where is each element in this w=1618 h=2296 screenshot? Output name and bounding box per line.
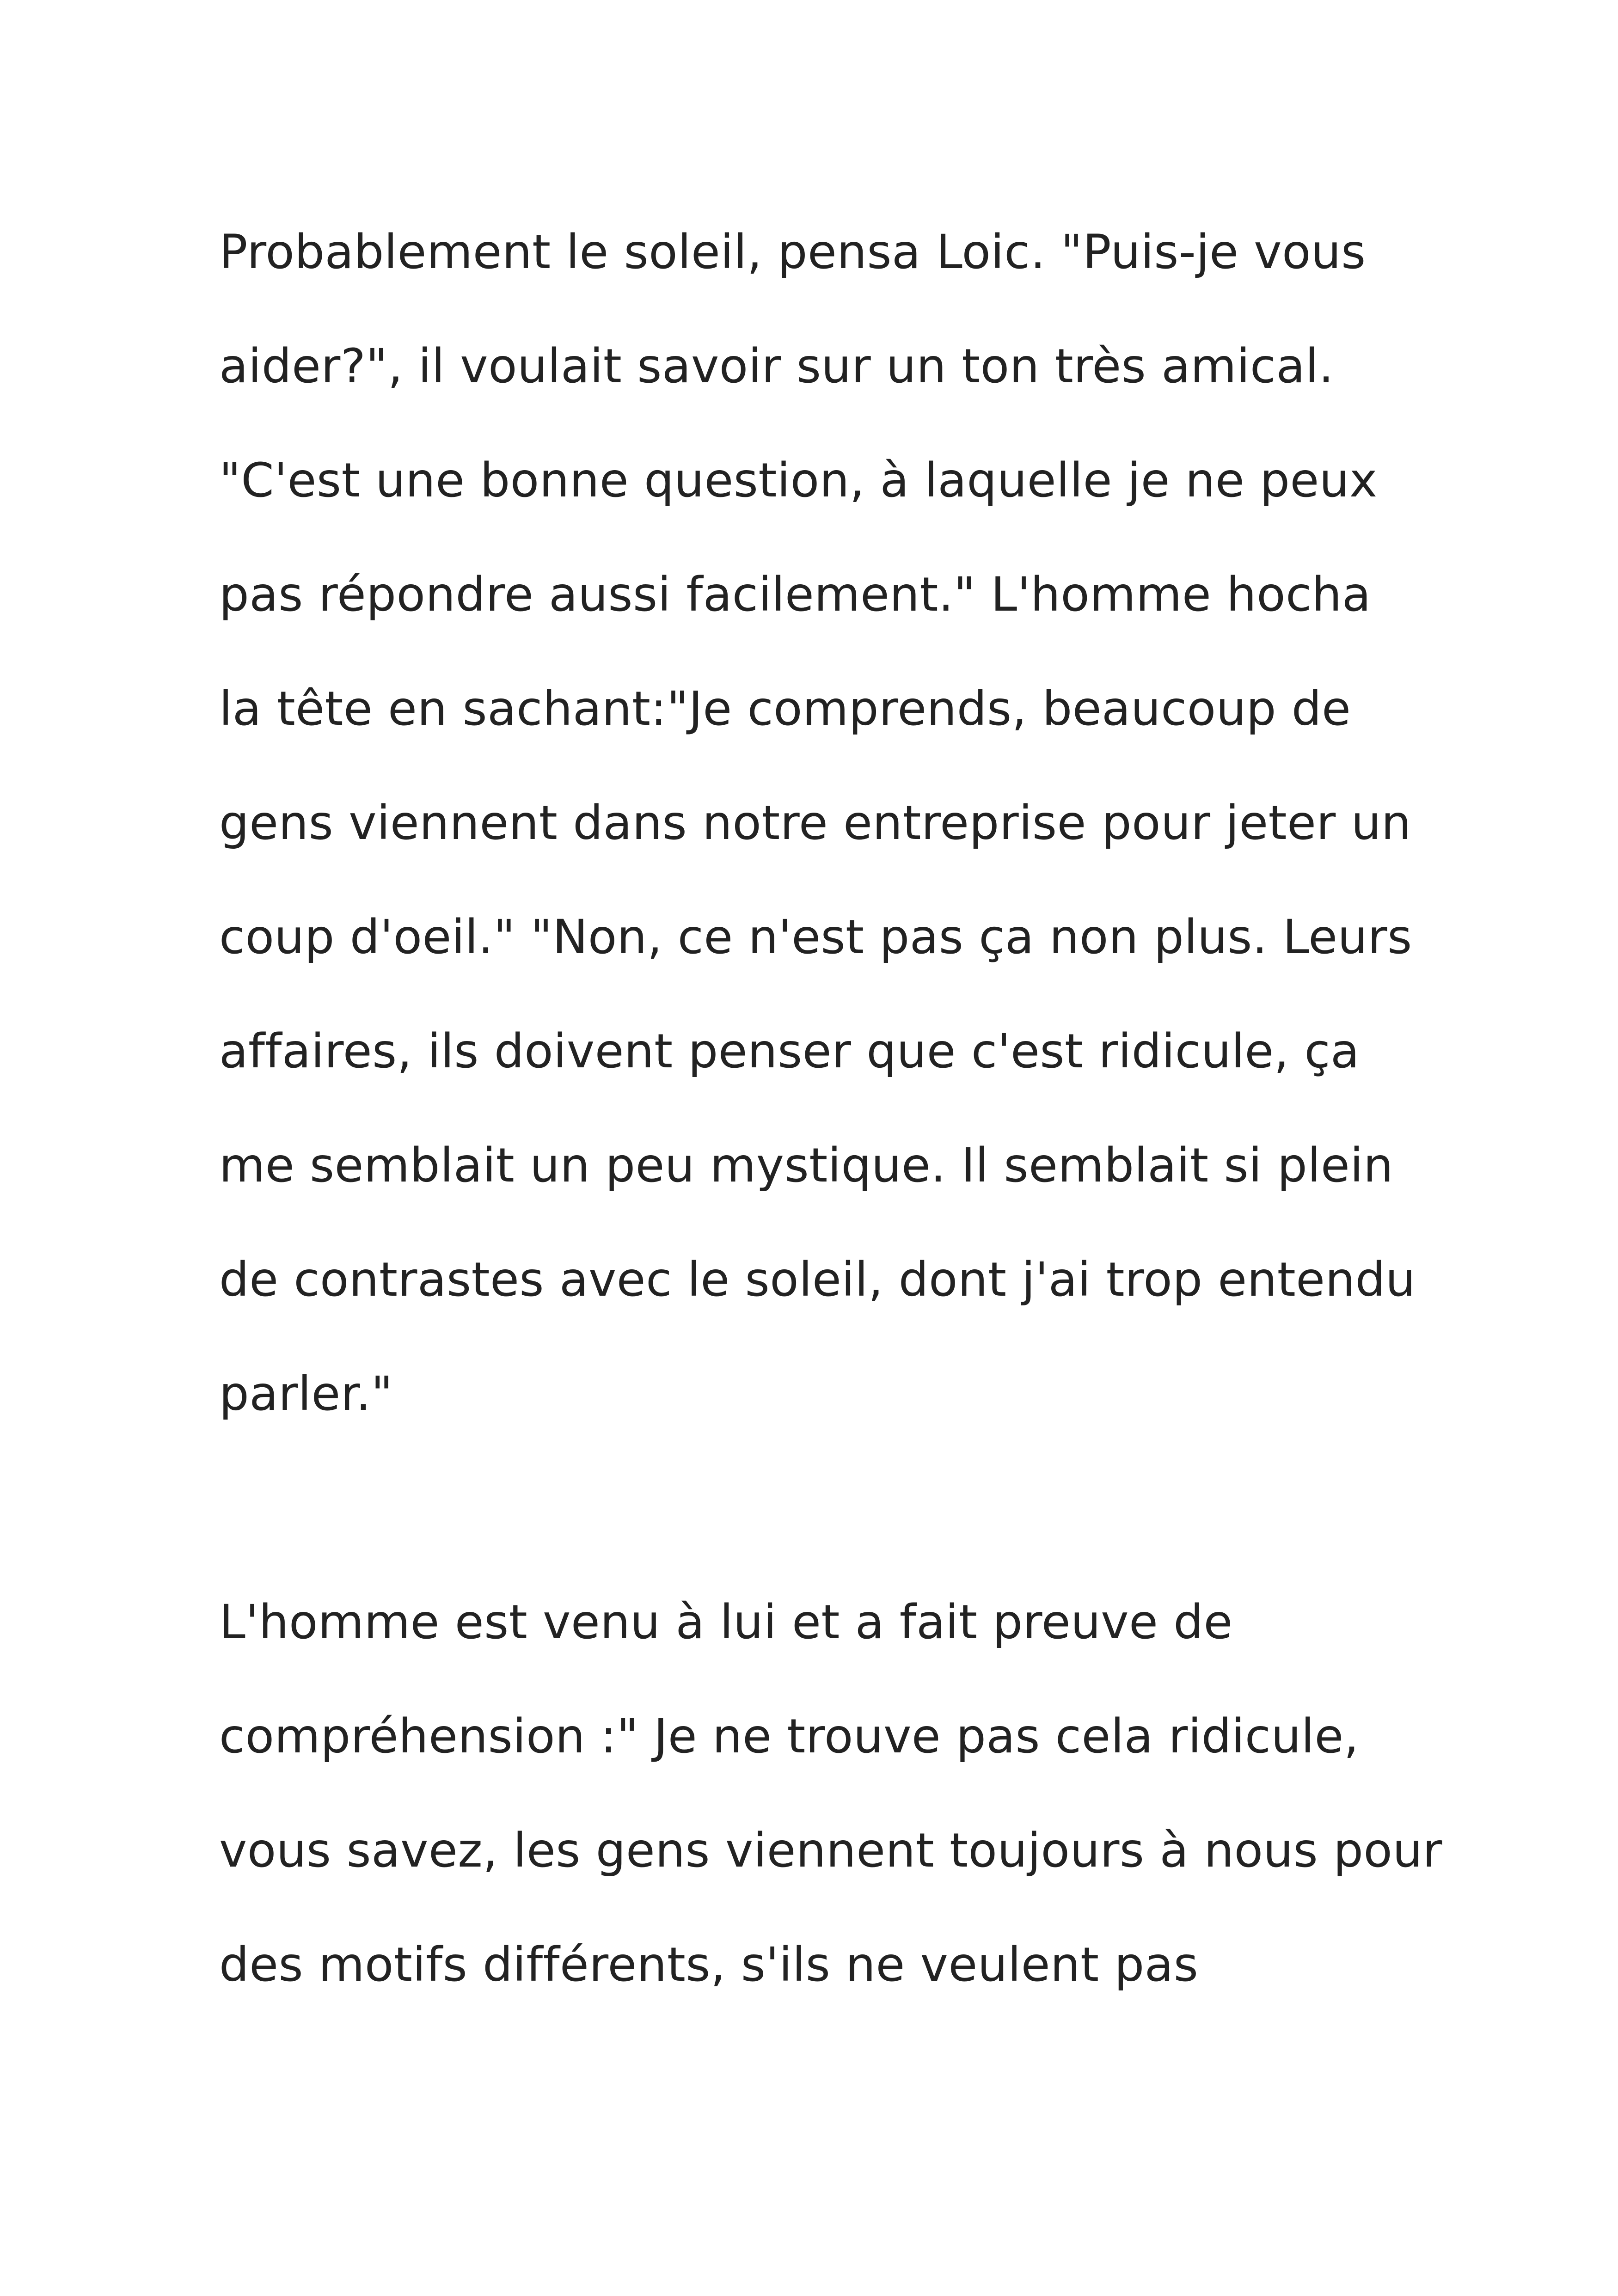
text-line: la tête en sachant:"Je comprends, beaucoup de <box>219 681 1351 736</box>
text-line: des motifs différents, s'ils ne veulent pas <box>219 1937 1199 1992</box>
text-line: me semblait un peu mystique. Il semblait si plein <box>219 1138 1394 1193</box>
text-line: L'homme est venu à lui et a fait preuve de <box>219 1595 1233 1650</box>
text-line: parler." <box>219 1366 393 1421</box>
text-line: de contrastes avec le soleil, dont j'ai trop entendu <box>219 1252 1416 1307</box>
text-line: compréhension :" Je ne trouve pas cela ridicule, <box>219 1709 1359 1764</box>
text-line: pas répondre aussi facilement." L'homme hocha <box>219 567 1371 622</box>
text-line: coup d'oeil." "Non, ce n'est pas ça non plus. Leurs <box>219 910 1412 965</box>
text-line: aider?", il voulait savoir sur un ton très amical. <box>219 339 1334 394</box>
text-line: "C'est une bonne question, à laquelle je ne peux <box>219 453 1378 508</box>
text-line: gens viennent dans notre entreprise pour jeter un <box>219 796 1411 851</box>
text-line: Probablement le soleil, pensa Loic. "Puis-je vous <box>219 225 1366 280</box>
text-line: vous savez, les gens viennent toujours à nous pour <box>219 1823 1442 1878</box>
text-line: affaires, ils doivent penser que c'est ridicule, ça <box>219 1024 1360 1079</box>
